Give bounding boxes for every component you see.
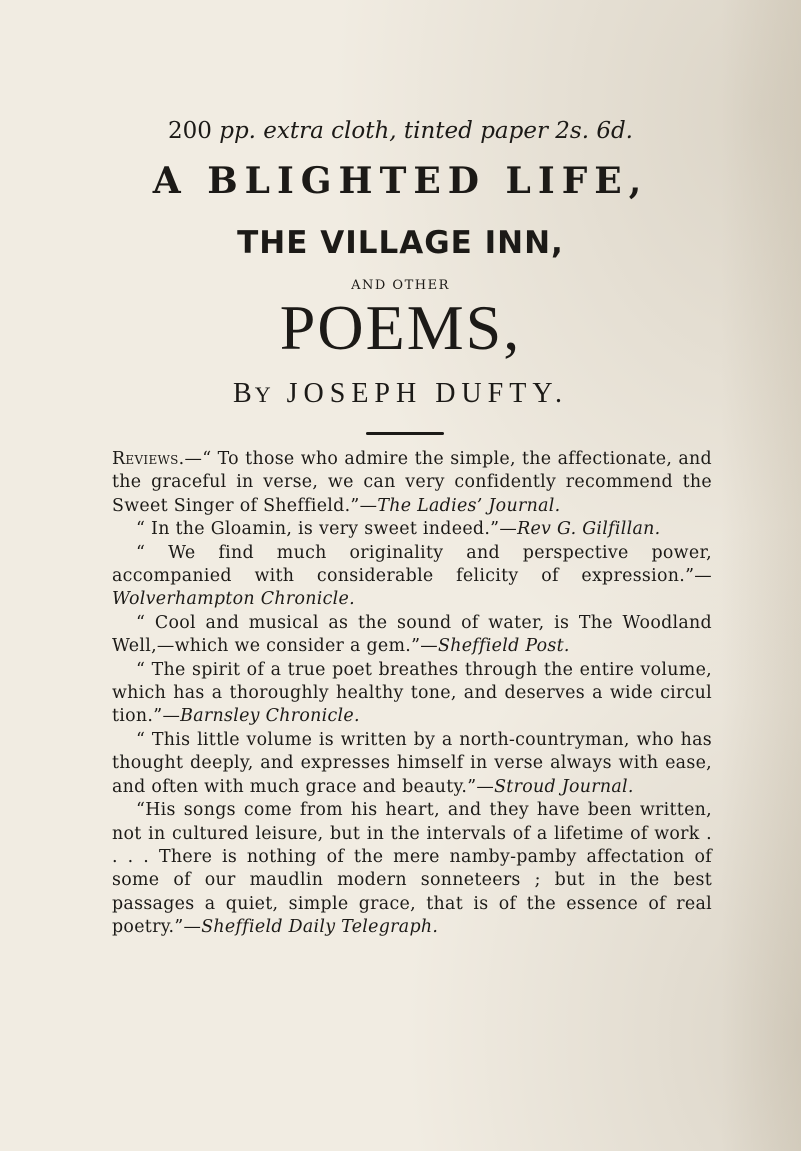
review-quote: “ This little volume is written by a north-countryman, who has thought deeply, and expresses himself in verse always with ease, and often with much grace and beauty.”— xyxy=(112,729,712,797)
review-lead: Reviews. xyxy=(112,449,185,469)
review-paragraph xyxy=(112,542,712,612)
review-quote: “ The spirit of a true poet breathes through the entire volume, which has a thoroughly healthy tone, and deserves a wide circul tion.”— xyxy=(112,659,712,727)
author-by-initial: B xyxy=(233,378,255,409)
divider-rule xyxy=(366,432,444,435)
review-source: The Ladies’ Journal. xyxy=(377,495,561,516)
author-by-rest: Y xyxy=(254,382,274,407)
review-source: Sheffield Daily Telegraph. xyxy=(201,917,439,938)
review-paragraph xyxy=(112,659,712,729)
review-quote: —“ To those who admire the simple, the affectionate, and the graceful in verse, we can very confidently recommend the Sweet Singer of Sheffield.”— xyxy=(112,449,712,516)
review-source: Stroud Journal. xyxy=(494,776,634,797)
reviews-block xyxy=(112,448,712,940)
review-paragraph xyxy=(112,448,712,518)
price-line xyxy=(0,118,801,144)
review-source: Wolverhampton Chronicle. xyxy=(112,589,355,610)
price-pages: 200 xyxy=(168,118,212,144)
price-details: pp. extra cloth, tinted paper 2s. 6d. xyxy=(219,118,633,144)
review-source: Sheffield Post. xyxy=(438,636,570,657)
review-quote: “His songs come from his heart, and they have been written, not in cultured leisure, but in the intervals of a lifetime of work . . . . There is nothing of the mere namby-pamby affectation of some of our maudlin modern sonneteers ; but in the best passages a quiet, simple grace, that is of the essence of real poetry.”— xyxy=(112,800,712,938)
review-paragraph xyxy=(112,729,712,799)
title-line-2: THE VILLAGE INN, xyxy=(237,225,564,261)
author-line xyxy=(0,378,801,410)
title-connector: AND OTHER xyxy=(351,278,450,293)
review-quote: “ Cool and musical as the sound of water, is The Woodland Well,—which we consider a gem.”— xyxy=(112,612,712,657)
review-paragraph xyxy=(112,518,712,541)
author-name: JOSEPH DUFTY. xyxy=(286,378,568,409)
review-quote: “ We find much originality and perspective power, accompanied with considerable felicity of expression.”— xyxy=(112,542,712,587)
title-line-1: A BLIGHTED LIFE, xyxy=(152,160,649,202)
review-source: Barnsley Chronicle. xyxy=(180,706,360,727)
review-quote: “ In the Gloamin, is very sweet indeed.”— xyxy=(136,519,518,540)
review-paragraph xyxy=(112,799,712,939)
review-paragraph xyxy=(112,612,712,659)
review-source: Rev G. Gilfillan. xyxy=(517,519,661,540)
title-poems: POEMS, xyxy=(279,292,522,363)
